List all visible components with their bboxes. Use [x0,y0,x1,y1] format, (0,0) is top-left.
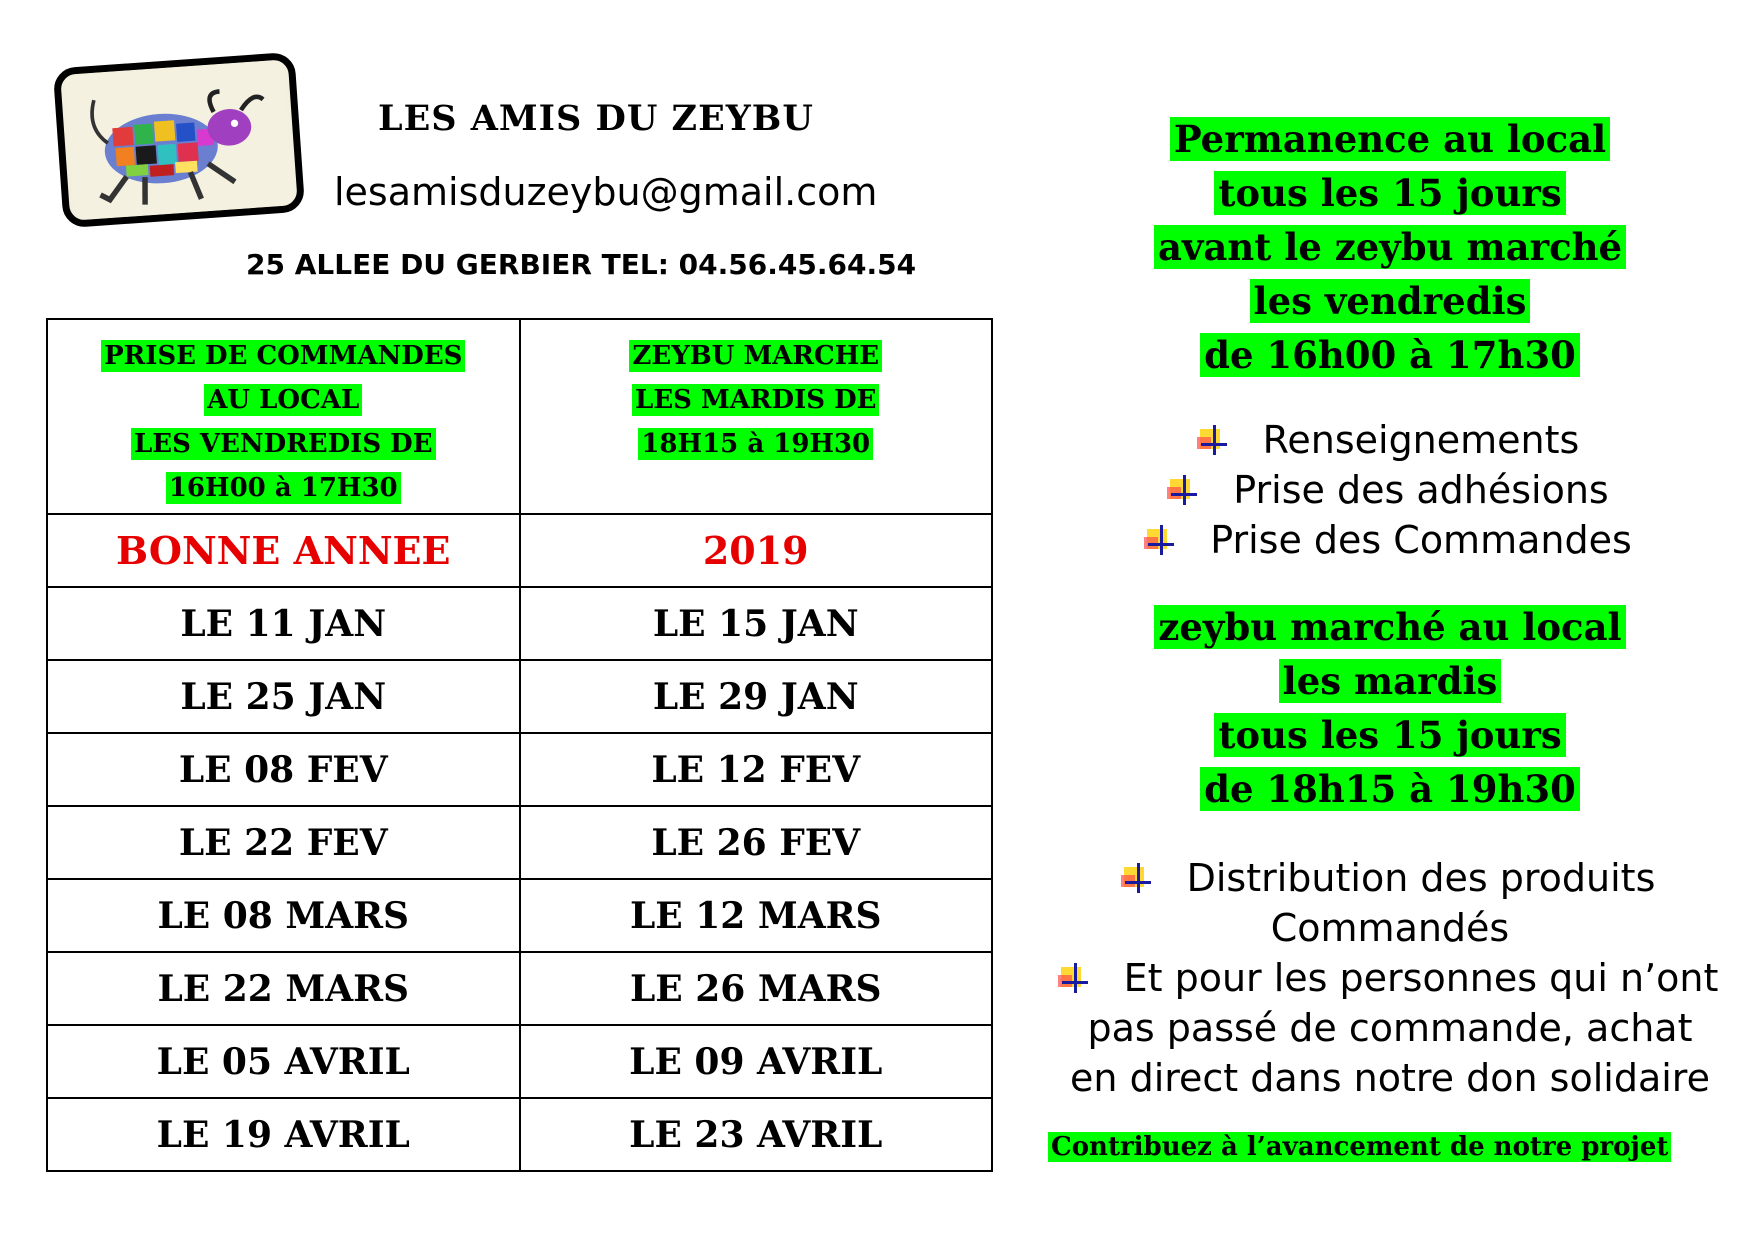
order-date: LE 11 JAN [47,587,520,660]
permanence-line [1050,112,1730,166]
market-line [1050,600,1730,654]
market-line [1050,762,1730,816]
order-date: LE 19 AVRIL [47,1098,520,1171]
market-line [1050,708,1730,762]
bullet-continuation [1050,1003,1730,1053]
order-date: LE 22 FEV [47,806,520,879]
bullet-text: Commandés [1270,906,1510,950]
table-row [47,587,992,660]
order-date: LE 22 MARS [47,952,520,1025]
market-text: les mardis [1279,659,1502,703]
permanence-text: de 16h00 à 17h30 [1200,333,1580,377]
greeting-cell: BONNE ANNEE [47,514,520,587]
market-date: LE 26 FEV [520,806,993,879]
order-date: LE 05 AVRIL [47,1025,520,1098]
header-cell-orders [47,319,520,514]
market-date: LE 23 AVRIL [520,1098,993,1171]
header-line: 18H15 à 19H30 [638,428,873,460]
organization-email: lesamisduzeybu@gmail.com [334,170,878,214]
order-date: LE 25 JAN [47,660,520,733]
bullet-continuation [1050,903,1730,953]
header-line: 16H00 à 17H30 [166,472,401,504]
bullet-item [1050,465,1730,515]
market-date: LE 12 MARS [520,879,993,952]
market-line [1050,654,1730,708]
bullet-text: Distribution des produits [1186,856,1656,900]
bullet-icon [1167,473,1209,507]
market-text: zeybu marché au local [1154,605,1625,649]
table-row [47,952,992,1025]
header-line: AU LOCAL [204,384,362,416]
bullet-icon [1144,523,1186,557]
market-text: tous les 15 jours [1214,713,1565,757]
permanence-text: tous les 15 jours [1214,171,1565,215]
bullet-item [1050,415,1730,465]
table-row [47,806,992,879]
organization-address: 25 ALLEE DU GERBIER TEL: 04.56.45.64.54 [246,248,917,281]
permanence-text: les vendredis [1250,279,1531,323]
order-date: LE 08 FEV [47,733,520,806]
bullet-text: Et pour les personnes qui n’ont [1123,956,1719,1000]
bullet-text: Prise des adhésions [1233,468,1609,512]
permanence-text: Permanence au local [1170,117,1610,161]
table-row [47,879,992,952]
footer-text: Contribuez à l’avancement de notre projet [1048,1132,1671,1162]
table-row [47,733,992,806]
logo [53,52,306,228]
bullet-continuation [1050,1053,1730,1103]
bullet-icon [1197,423,1239,457]
market-date: LE 29 JAN [520,660,993,733]
organization-title: LES AMIS DU ZEYBU [378,98,814,139]
bullet-item [1050,953,1730,1003]
header-line: PRISE DE COMMANDES [101,340,465,372]
table-row [47,1025,992,1098]
header-line: LES VENDREDIS DE [131,428,436,460]
permanence-line [1050,274,1730,328]
bullet-text: Prise des Commandes [1210,518,1632,562]
bullet-text: pas passé de commande, achat [1087,1006,1693,1050]
bullet-icon [1121,861,1163,895]
market-date: LE 15 JAN [520,587,993,660]
table-row [47,1098,992,1171]
year-cell: 2019 [520,514,993,587]
footer-slogan [1048,1132,1671,1162]
permanence-line [1050,166,1730,220]
schedule-table [46,318,993,1172]
order-date: LE 08 MARS [47,879,520,952]
permanence-text: avant le zeybu marché [1154,225,1626,269]
permanence-line [1050,220,1730,274]
market-text: de 18h15 à 19h30 [1200,767,1580,811]
market-date: LE 12 FEV [520,733,993,806]
bullet-item [1050,515,1730,565]
bullet-item [1050,853,1730,903]
header-cell-market [520,319,993,514]
bullet-icon [1058,961,1100,995]
table-row [47,660,992,733]
header-line: LES MARDIS DE [632,384,879,416]
header-line: ZEYBU MARCHE [629,340,882,372]
market-date: LE 09 AVRIL [520,1025,993,1098]
table-header-row [47,319,992,514]
bullet-text: en direct dans notre don solidaire [1070,1056,1710,1100]
permanence-line [1050,328,1730,382]
zeybu-bull-logo-icon [60,59,298,221]
bullet-text: Renseignements [1262,418,1580,462]
greeting-row [47,514,992,587]
market-date: LE 26 MARS [520,952,993,1025]
